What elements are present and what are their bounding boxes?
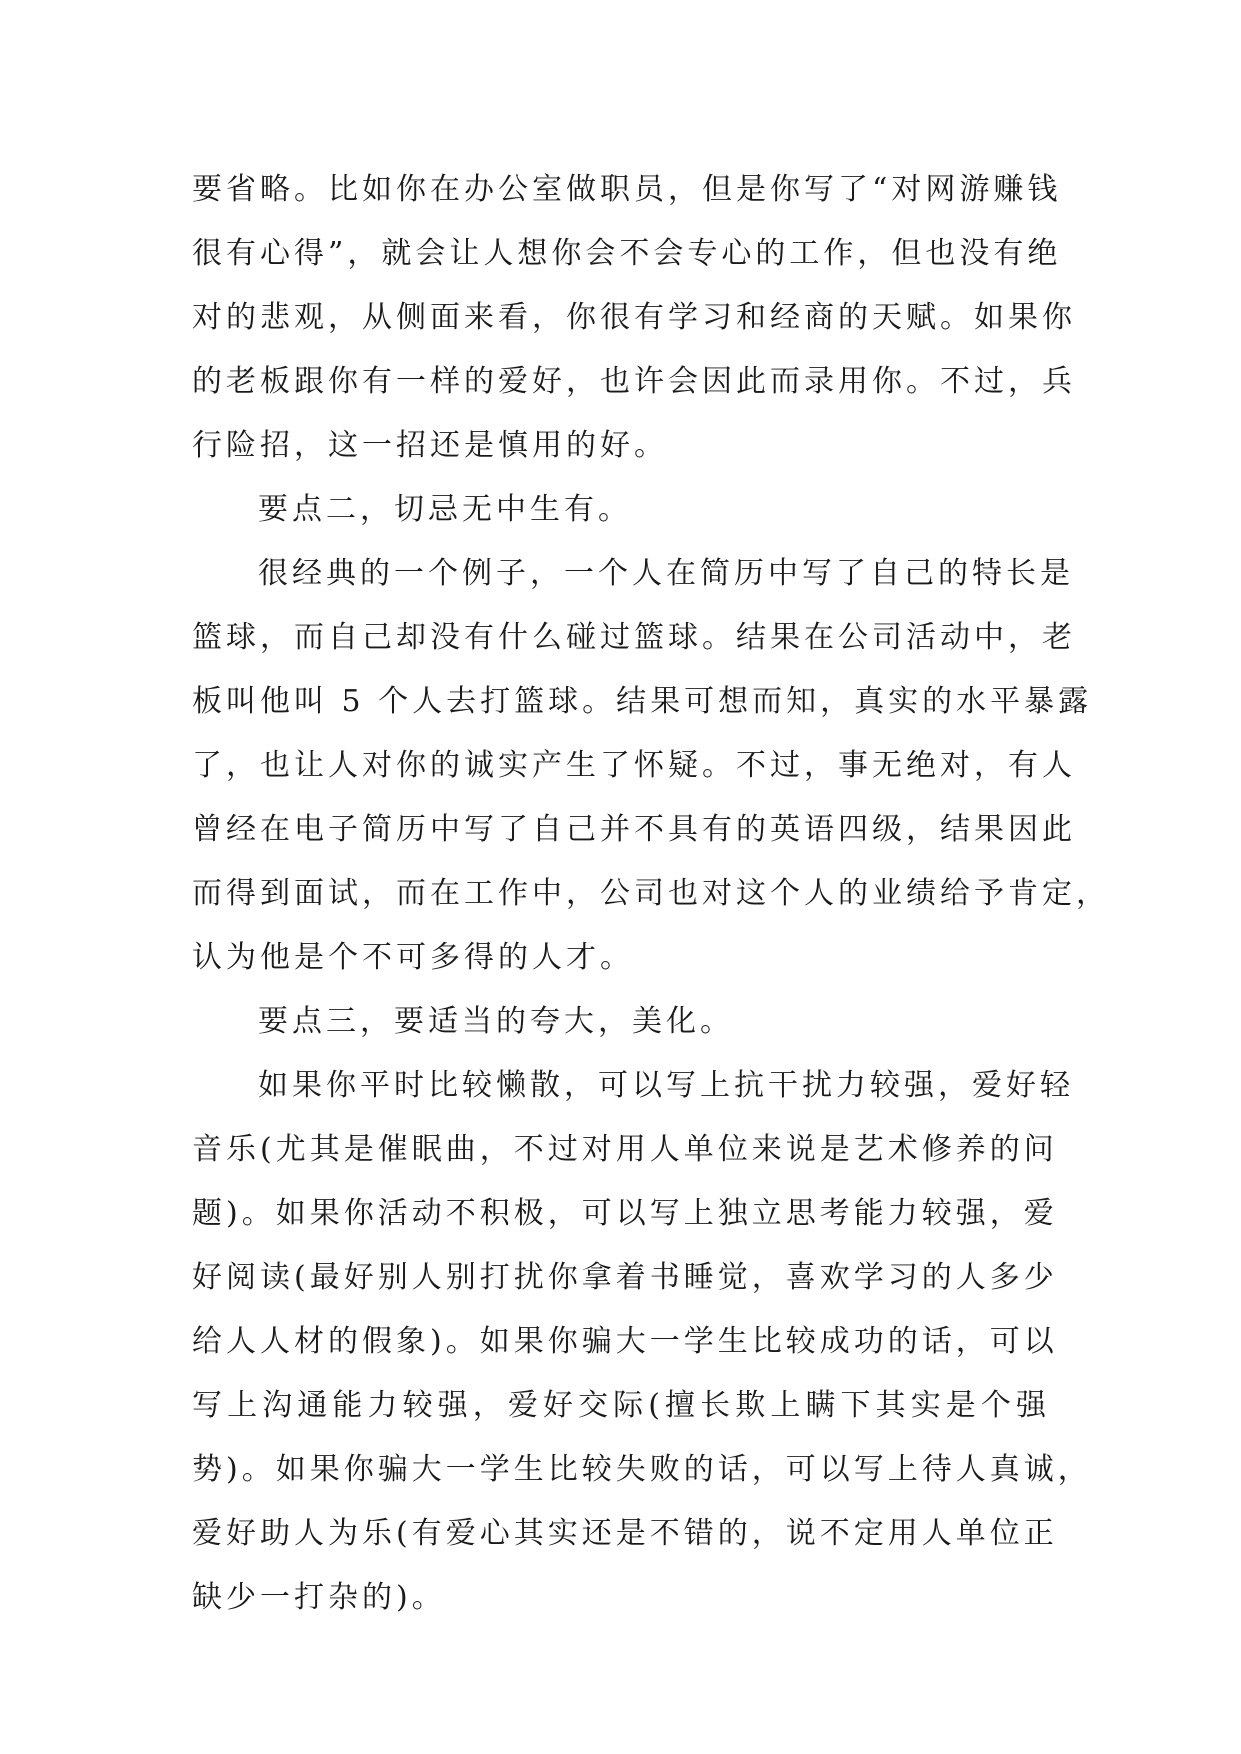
text-line: 题)。如果你活动不积极，可以写上独立思考能力较强，爱 — [192, 1196, 1058, 1231]
text-line: 板叫他叫 5 个人去打篮球。结果可想而知，真实的水平暴露 — [192, 684, 1093, 719]
text-line: 对的悲观，从侧面来看，你很有学习和经商的天赋。如果你 — [192, 300, 1076, 335]
text-line: 了，也让人对你的诚实产生了怀疑。不过，事无绝对，有人 — [192, 748, 1076, 783]
text-line: 给人人材的假象)。如果你骗大一学生比较成功的话，可以 — [192, 1324, 1058, 1359]
text-line: 篮球，而自己却没有什么碰过篮球。结果在公司活动中，老 — [192, 620, 1076, 655]
text-line: 好阅读(最好别人别打扰你拿着书睡觉，喜欢学习的人多少 — [192, 1260, 1058, 1295]
text-line: 曾经在电子简历中写了自己并不具有的英语四级，结果因此 — [192, 812, 1076, 847]
text-line: 势)。如果你骗大一学生比较失败的话，可以写上待人真诚， — [192, 1452, 1092, 1487]
text-line: 很有心得”，就会让人想你会不会专心的工作，但也没有绝 — [192, 236, 1062, 271]
text-line: 写上沟通能力较强，爱好交际(擅长欺上瞒下其实是个强 — [192, 1388, 1050, 1423]
text-line: 要省略。比如你在办公室做职员，但是你写了“对网游赚钱 — [192, 172, 1062, 207]
text-line: 而得到面试，而在工作中，公司也对这个人的业绩给予肯定， — [192, 876, 1110, 911]
section-heading-2: 要点二，切忌无中生有。 — [258, 492, 632, 527]
text-line: 行险招，这一招还是慎用的好。 — [192, 428, 668, 463]
text-line: 爱好助人为乐(有爱心其实还是不错的，说不定用人单位正 — [192, 1516, 1058, 1551]
text-line: 很经典的一个例子，一个人在简历中写了自己的特长是 — [258, 556, 1074, 591]
text-line: 的老板跟你有一样的爱好，也许会因此而录用你。不过，兵 — [192, 364, 1076, 399]
section-heading-3: 要点三，要适当的夸大，美化。 — [258, 1004, 734, 1039]
text-line: 缺少一打杂的)。 — [192, 1580, 446, 1615]
body-text — [192, 158, 1110, 1630]
text-line: 音乐(尤其是催眠曲，不过对用人单位来说是艺术修养的问 — [192, 1132, 1058, 1167]
text-line: 如果你平时比较懒散，可以写上抗干扰力较强，爱好轻 — [258, 1068, 1074, 1103]
text-line: 认为他是个不可多得的人才。 — [192, 940, 634, 975]
